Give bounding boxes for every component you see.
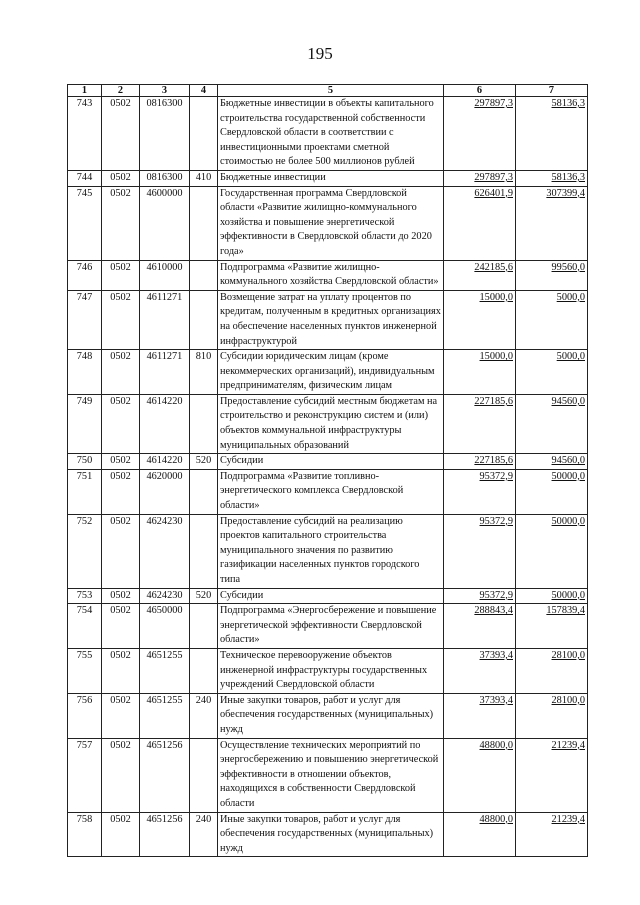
row-number-cell: 754 <box>68 604 102 649</box>
amount-col7-cell <box>516 514 588 588</box>
header-row <box>68 85 588 97</box>
section-code-cell: 0502 <box>102 588 140 604</box>
expense-type-cell <box>190 469 218 514</box>
amount-value: 21239,4 <box>551 739 585 751</box>
amount-col7-cell <box>516 350 588 395</box>
target-article-cell: 4611271 <box>140 350 190 395</box>
item-name-cell: Иные закупки товаров, работ и услуг для обеспечения государственных (муниципальных) нужд <box>218 812 444 857</box>
budget-table <box>67 84 588 857</box>
table-row <box>68 588 588 604</box>
table-row <box>68 693 588 738</box>
item-name-cell: Субсидии юридическим лицам (кроме некоммерческих организаций), индивидуальным предпринимателям, физическим лицам <box>218 350 444 395</box>
item-name-cell: Иные закупки товаров, работ и услуг для обеспечения государственных (муниципальных) нужд <box>218 693 444 738</box>
target-article-cell: 4620000 <box>140 469 190 514</box>
amount-value: 37393,4 <box>479 694 513 706</box>
section-code-cell: 0502 <box>102 469 140 514</box>
table-row <box>68 290 588 349</box>
amount-col7-cell <box>516 394 588 453</box>
section-code-cell: 0502 <box>102 170 140 186</box>
amount-value: 28100,0 <box>551 694 585 706</box>
header-cell: 2 <box>102 85 140 97</box>
item-name-cell: Государственная программа Свердловской области «Развитие жилищно-коммунального хозяйства и повышение энергетической эффективности в Свердловской области до 2020 года» <box>218 186 444 260</box>
row-number-cell: 753 <box>68 588 102 604</box>
amount-col7-cell <box>516 604 588 649</box>
amount-value: 227185,6 <box>474 455 513 467</box>
row-number-cell: 747 <box>68 290 102 349</box>
amount-col7-cell <box>516 588 588 604</box>
amount-col6-cell <box>444 738 516 812</box>
expense-type-cell <box>190 290 218 349</box>
table-row <box>68 394 588 453</box>
table-row <box>68 97 588 171</box>
section-code-cell: 0502 <box>102 97 140 171</box>
table-row <box>68 260 588 290</box>
table-row <box>68 469 588 514</box>
table-row <box>68 186 588 260</box>
amount-col7-cell <box>516 170 588 186</box>
section-code-cell: 0502 <box>102 648 140 693</box>
expense-type-cell: 410 <box>190 170 218 186</box>
expense-type-cell: 240 <box>190 812 218 857</box>
target-article-cell: 4651255 <box>140 648 190 693</box>
target-article-cell: 4610000 <box>140 260 190 290</box>
header-cell: 7 <box>516 85 588 97</box>
target-article-cell: 4611271 <box>140 290 190 349</box>
row-number-cell: 758 <box>68 812 102 857</box>
amount-value: 58136,3 <box>551 171 585 183</box>
amount-value: 626401,9 <box>474 187 513 199</box>
amount-col7-cell <box>516 260 588 290</box>
item-name-cell: Возмещение затрат на уплату процентов по кредитам, полученным в кредитных организациях на обеспечение населенных пунктов инженерной инфраструктурой <box>218 290 444 349</box>
target-article-cell: 4600000 <box>140 186 190 260</box>
amount-value: 95372,9 <box>479 515 513 527</box>
table-row <box>68 454 588 470</box>
row-number-cell: 756 <box>68 693 102 738</box>
amount-col6-cell <box>444 514 516 588</box>
amount-value: 50000,0 <box>551 515 585 527</box>
header-cell: 5 <box>218 85 444 97</box>
expense-type-cell: 520 <box>190 454 218 470</box>
header-cell: 6 <box>444 85 516 97</box>
section-code-cell: 0502 <box>102 454 140 470</box>
table-row <box>68 514 588 588</box>
expense-type-cell <box>190 604 218 649</box>
amount-col7-cell <box>516 186 588 260</box>
amount-col7-cell <box>516 97 588 171</box>
amount-col6-cell <box>444 394 516 453</box>
amount-col7-cell <box>516 290 588 349</box>
table-row <box>68 648 588 693</box>
amount-value: 288843,4 <box>474 605 513 617</box>
row-number-cell: 744 <box>68 170 102 186</box>
item-name-cell: Техническое перевооружение объектов инженерной инфраструктуры государственных учреждений Свердловской области <box>218 648 444 693</box>
section-code-cell: 0502 <box>102 186 140 260</box>
expense-type-cell <box>190 648 218 693</box>
amount-value: 297897,3 <box>474 171 513 183</box>
row-number-cell: 745 <box>68 186 102 260</box>
amount-col6-cell <box>444 170 516 186</box>
target-article-cell: 4651256 <box>140 738 190 812</box>
amount-value: 94560,0 <box>551 395 585 407</box>
amount-value: 15000,0 <box>479 291 513 303</box>
section-code-cell: 0502 <box>102 604 140 649</box>
target-article-cell: 4624230 <box>140 588 190 604</box>
amount-value: 227185,6 <box>474 395 513 407</box>
amount-value: 157839,4 <box>546 605 585 617</box>
expense-type-cell <box>190 394 218 453</box>
section-code-cell: 0502 <box>102 514 140 588</box>
table-row <box>68 604 588 649</box>
row-number-cell: 755 <box>68 648 102 693</box>
target-article-cell: 0816300 <box>140 97 190 171</box>
amount-value: 94560,0 <box>551 455 585 467</box>
section-code-cell: 0502 <box>102 738 140 812</box>
amount-col6-cell <box>444 469 516 514</box>
item-name-cell: Подпрограмма «Развитие жилищно-коммунального хозяйства Свердловской области» <box>218 260 444 290</box>
expense-type-cell <box>190 738 218 812</box>
section-code-cell: 0502 <box>102 260 140 290</box>
amount-col6-cell <box>444 812 516 857</box>
amount-value: 95372,9 <box>479 589 513 601</box>
amount-value: 297897,3 <box>474 98 513 109</box>
item-name-cell: Бюджетные инвестиции <box>218 170 444 186</box>
amount-col6-cell <box>444 290 516 349</box>
expense-type-cell: 240 <box>190 693 218 738</box>
expense-type-cell <box>190 186 218 260</box>
header-cell: 3 <box>140 85 190 97</box>
amount-col6-cell <box>444 97 516 171</box>
target-article-cell: 4624230 <box>140 514 190 588</box>
item-name-cell: Предоставление субсидий на реализацию проектов капитального строительства муниципального значения по развитию газификации населенных пунктов городского типа <box>218 514 444 588</box>
amount-value: 5000,0 <box>556 291 585 303</box>
row-number-cell: 751 <box>68 469 102 514</box>
section-code-cell: 0502 <box>102 394 140 453</box>
target-article-cell: 4650000 <box>140 604 190 649</box>
header-cell: 4 <box>190 85 218 97</box>
amount-col6-cell <box>444 350 516 395</box>
section-code-cell: 0502 <box>102 693 140 738</box>
table-row <box>68 170 588 186</box>
expense-type-cell: 810 <box>190 350 218 395</box>
amount-col6-cell <box>444 648 516 693</box>
item-name-cell: Субсидии <box>218 454 444 470</box>
row-number-cell: 749 <box>68 394 102 453</box>
table-row <box>68 738 588 812</box>
amount-value: 50000,0 <box>551 470 585 482</box>
target-article-cell: 4614220 <box>140 394 190 453</box>
table-row <box>68 350 588 395</box>
amount-col7-cell <box>516 812 588 857</box>
row-number-cell: 743 <box>68 97 102 171</box>
amount-value: 28100,0 <box>551 649 585 661</box>
amount-col6-cell <box>444 693 516 738</box>
header-cell: 1 <box>68 85 102 97</box>
amount-col7-cell <box>516 648 588 693</box>
amount-value: 50000,0 <box>551 589 585 601</box>
amount-value: 242185,6 <box>474 261 513 273</box>
section-code-cell: 0502 <box>102 812 140 857</box>
amount-col7-cell <box>516 738 588 812</box>
expense-type-cell: 520 <box>190 588 218 604</box>
page-number: 195 <box>307 44 333 63</box>
item-name-cell: Подпрограмма «Энергосбережение и повышение энергетической эффективности Свердловской области» <box>218 604 444 649</box>
amount-col7-cell <box>516 469 588 514</box>
section-code-cell: 0502 <box>102 350 140 395</box>
row-number-cell: 746 <box>68 260 102 290</box>
item-name-cell: Подпрограмма «Развитие топливно-энергетического комплекса Свердловской области» <box>218 469 444 514</box>
amount-col6-cell <box>444 588 516 604</box>
expense-type-cell <box>190 260 218 290</box>
section-code-cell: 0502 <box>102 290 140 349</box>
amount-col7-cell <box>516 454 588 470</box>
amount-value: 48800,0 <box>479 813 513 825</box>
amount-col6-cell <box>444 186 516 260</box>
amount-value: 48800,0 <box>479 739 513 751</box>
expense-type-cell <box>190 97 218 171</box>
amount-value: 21239,4 <box>551 813 585 825</box>
row-number-cell: 750 <box>68 454 102 470</box>
amount-col6-cell <box>444 260 516 290</box>
amount-value: 58136,3 <box>551 98 585 109</box>
amount-value: 307399,4 <box>546 187 585 199</box>
target-article-cell: 4651256 <box>140 812 190 857</box>
amount-value: 5000,0 <box>556 351 585 363</box>
item-name-cell: Субсидии <box>218 588 444 604</box>
amount-value: 15000,0 <box>479 351 513 363</box>
amount-col6-cell <box>444 604 516 649</box>
row-number-cell: 748 <box>68 350 102 395</box>
target-article-cell: 4651255 <box>140 693 190 738</box>
item-name-cell: Предоставление субсидий местным бюджетам на строительство и реконструкцию систем и (или) объектов коммунальной инфраструктуры муниципальных образований <box>218 394 444 453</box>
amount-value: 37393,4 <box>479 649 513 661</box>
table-row <box>68 812 588 857</box>
item-name-cell: Осуществление технических мероприятий по энергосбережению и повышению энергетической эффективности в отношении объектов, находящихся в собственности Свердловской области <box>218 738 444 812</box>
amount-col6-cell <box>444 454 516 470</box>
row-number-cell: 757 <box>68 738 102 812</box>
amount-value: 99560,0 <box>551 261 585 273</box>
amount-col7-cell <box>516 693 588 738</box>
target-article-cell: 4614220 <box>140 454 190 470</box>
amount-value: 95372,9 <box>479 470 513 482</box>
target-article-cell: 0816300 <box>140 170 190 186</box>
row-number-cell: 752 <box>68 514 102 588</box>
item-name-cell: Бюджетные инвестиции в объекты капитального строительства государственной собственности Свердловской области в соответствии с инвестиционными проектами сметной стоимостью не более 500 миллионов рублей <box>218 97 444 171</box>
expense-type-cell <box>190 514 218 588</box>
